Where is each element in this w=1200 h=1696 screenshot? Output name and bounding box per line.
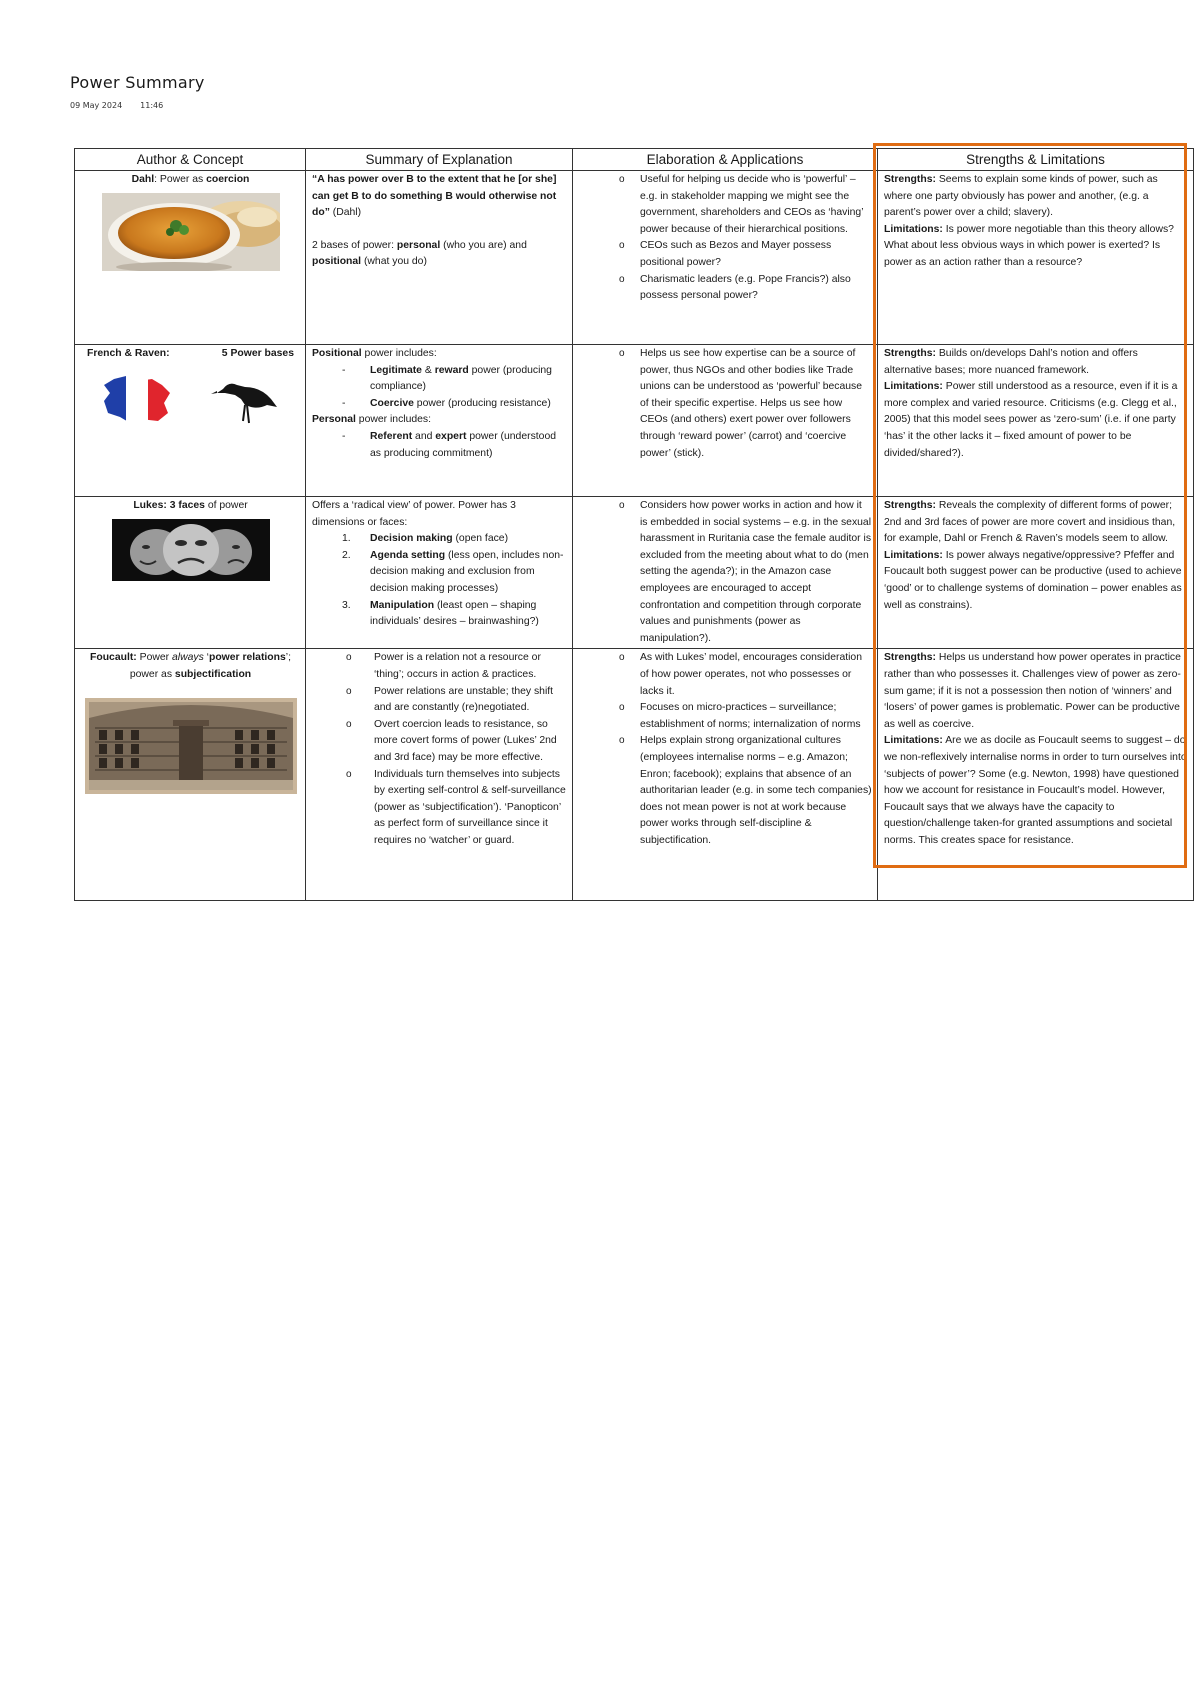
list-item: o Focuses on micro-practices – surveillance; establishment of norms; internalization of norms xyxy=(579,700,872,733)
cell-elab-dahl xyxy=(573,171,878,345)
cell-author-lukes: Lukes: 3 faces of power xyxy=(75,497,306,649)
list-item: - Referent and expert power (understood as producing commitment) xyxy=(312,429,567,462)
curry-bowl-image xyxy=(102,193,280,271)
list-item: o CEOs such as Bezos and Mayer possess positional power? xyxy=(579,238,872,271)
cell-summary-foucault xyxy=(306,649,573,901)
three-faces-image xyxy=(112,519,270,581)
list-item: o As with Lukes’ model, encourages consideration of how power operates, not who possesses or lacks it. xyxy=(579,650,872,700)
france-map-image xyxy=(100,373,174,425)
list-item: - Legitimate & reward power (producing compliance) xyxy=(312,363,567,396)
cell-author-dahl: Dahl: Power as coercion xyxy=(75,171,306,345)
cell-author-foucault: Foucault: Power always ‘power relations’; power as subjectification xyxy=(75,649,306,901)
cell-elab-lukes xyxy=(573,497,878,649)
list-item: - Coercive power (producing resistance) xyxy=(312,396,567,413)
list-item: o Considers how power works in action and how it is embedded in social systems – e.g. in the sexual harassment in Ruritania case the female auditor is excluded from the meeting about what to do (men setting the agenda?); in the Amazon case employees are encouraged to accept confrontation and competition through corporate values and punishments (power as manipulation?). xyxy=(579,498,872,647)
header-summary: Summary of Explanation xyxy=(306,149,573,171)
page-time: 11:46 xyxy=(140,101,164,110)
header-elaboration: Elaboration & Applications xyxy=(573,149,878,171)
list-item: 3. Manipulation (least open – shaping individuals’ desires – brainwashing?) xyxy=(342,599,539,628)
panopticon-image xyxy=(85,698,297,794)
cell-strengths-french-raven: Strengths: Builds on/develops Dahl’s notion and offers alternative bases; more nuanced framework. Limitations: Power still understood as a resource, even if it is a more complex and varied resource. Criticisms (e.g. Clegg et al., 2005) that this model sees power as ‘zero-sum’ (i.e. if one party ‘has’ it the other lacks it – fixed amount of power to be divided/shared?). xyxy=(878,345,1194,497)
raven-image xyxy=(211,369,281,429)
list-item: o Helps us see how expertise can be a source of power, thus NGOs and other bodies like Trade unions can be understood as ‘powerful’ because of their specific expertise. Helps us see how CEOs (and others) exert power over followers through ‘reward power’ (carrot) and ‘coercive power’ (stick). xyxy=(579,346,872,462)
header-strengths-limitations: Strengths & Limitations xyxy=(878,149,1194,171)
list-item: o Helps explain strong organizational cultures (employees internalise norms – e.g. Amazon; Enron; facebook); explains that absence of an authoritarian leader (e.g. in some tech companies) does not mean power is not at work because power works through self-discipline & subjectification. xyxy=(579,733,872,849)
page-timestamp xyxy=(70,101,181,110)
list-item: o Power relations are unstable; they shift and are constantly (re)negotiated. xyxy=(312,684,567,717)
cell-summary-lukes: Offers a ‘radical view’ of power. Power has 3 dimensions or faces: 1. Decision making (open face) 2. Agenda setting (less open, includes non-decision making and exclusion from decision making processes) 3. Manipulation (least open – shaping individuals’ desires – brainwashing?) xyxy=(306,497,573,649)
cell-author-french-raven: French & Raven: 5 Power bases xyxy=(75,345,306,497)
list-item: o Useful for helping us decide who is ‘powerful’ – e.g. in stakeholder mapping we might see the government, shareholders and CEOs as ‘having’ power because of their hierarchical positions. xyxy=(579,172,872,238)
cell-elab-french-raven xyxy=(573,345,878,497)
cell-strengths-lukes: Strengths: Reveals the complexity of different forms of power; 2nd and 3rd faces of power are more covert and insidious than, for example, Dahl or French & Raven’s models seem to allow. Limitations: Is power always negative/oppressive? Pfeffer and Foucault both suggest power can be productive (used to achieve ‘good’ or to challenge systems of domination – power enables as well as constrains). xyxy=(878,497,1194,649)
list-item: 2. Agenda setting (less open, includes non-decision making and exclusion from decision making processes) xyxy=(342,549,564,594)
list-item: 1. Decision making (open face) xyxy=(342,533,509,545)
cell-elab-foucault xyxy=(573,649,878,901)
list-item: o Individuals turn themselves into subjects by exerting self-control & self-surveillance (power as ‘subjectification’). ‘Panopticon’ as perfect form of surveillance since it requires no ‘watcher’ or guard. xyxy=(312,767,567,850)
list-item: o Charismatic leaders (e.g. Pope Francis?) also possess personal power? xyxy=(579,272,872,305)
page-date: 09 May 2024 xyxy=(70,101,123,110)
column-highlight-box xyxy=(873,143,1187,868)
list-item: o Overt coercion leads to resistance, so more covert forms of power (Lukes’ 2nd and 3rd face) may be more effective. xyxy=(312,717,567,767)
cell-summary-dahl: “A has power over B to the extent that he [or she] can get B to do something B would otherwise not do” (Dahl) 2 bases of power: personal (who you are) and positional (what you do) xyxy=(306,171,573,345)
cell-summary-french-raven: Positional power includes: - Legitimate & reward power (producing compliance) - Coercive power (producing resistance) Personal power includes: - Referent and expert power (understood as producing commitment) xyxy=(306,345,573,497)
cell-strengths-foucault: Strengths: Helps us understand how power operates in practice rather than who possesses it. Challenges view of power as zero-sum game; if it is not a possession then notion of ‘winners’ and ‘losers’ of power games is problematic. Power can be productive as well as coercive. Limitations: Are we as docile as Foucault seems to suggest – do we non-reflexively internalise norms in order to turn ourselves into ‘subjects of power’? Some (e.g. Newton, 1998) have questioned how we account for resistance in Foucault’s model. However, Foucault says that we always have the capacity to question/challenge taken-for granted assumptions and societal norms. This creates space for resistance. xyxy=(878,649,1194,901)
cell-strengths-dahl: Strengths: Seems to explain some kinds of power, such as where one party obviously has power and another, (e.g. a parent’s power over a child; slavery). Limitations: Is power more negotiable than this theory allows? What about less obvious ways in which power is exerted? Is power as an action rather than a resource? xyxy=(878,171,1194,345)
header-author-concept: Author & Concept xyxy=(75,149,306,171)
list-item: o Power is a relation not a resource or ‘thing’; occurs in action & practices. xyxy=(312,650,567,683)
page-title: Power Summary xyxy=(70,73,205,92)
